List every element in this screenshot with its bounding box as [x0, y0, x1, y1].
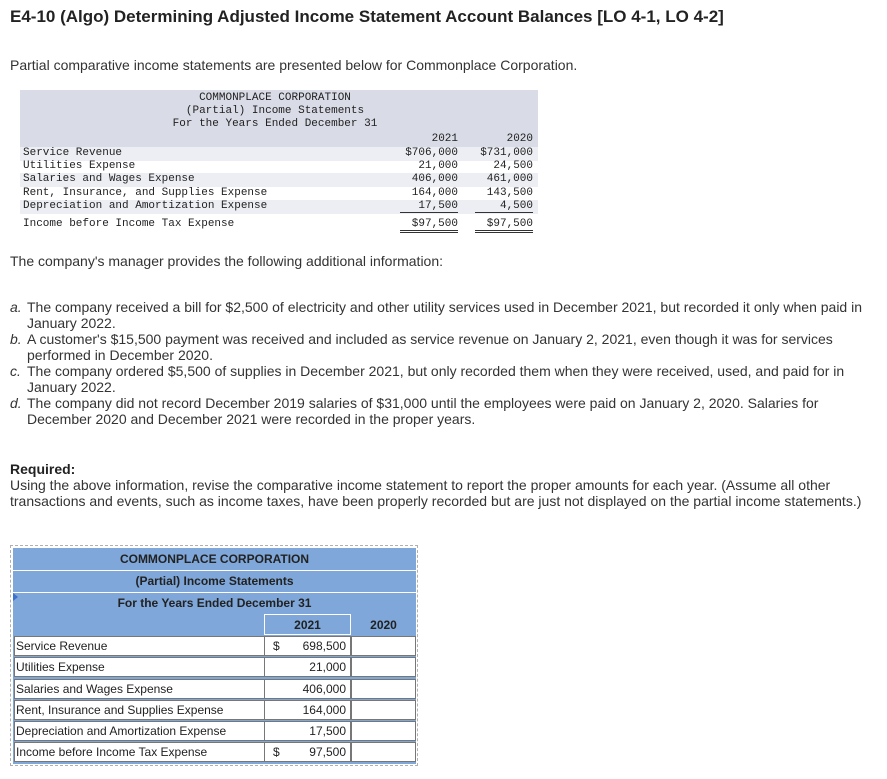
answer-2021-value: 164,000 — [302, 703, 346, 717]
row-label: Salaries and Wages Expense — [16, 682, 173, 696]
given-row-2020: $731,000 — [480, 147, 533, 159]
info-list — [10, 299, 880, 427]
problem-title: E4-10 (Algo) Determining Adjusted Income Statement Account Balances [LO 4-1, LO 4-2] — [10, 7, 724, 26]
answer-2020-input[interactable] — [351, 657, 416, 677]
given-row-label: Depreciation and Amortization Expense — [23, 200, 268, 212]
given-row-label: Salaries and Wages Expense — [23, 173, 195, 185]
given-row-2020: 24,500 — [493, 160, 533, 172]
given-subtitle: (Partial) Income Statements — [185, 105, 365, 117]
answer-2021-value: 97,500 — [309, 745, 346, 759]
manager-intro-text: The company's manager provides the following additional information: — [10, 253, 444, 269]
given-period: For the Years Ended December 31 — [172, 118, 378, 130]
answer-2021-value: 698,500 — [302, 639, 346, 653]
dollar-sign: $ — [273, 745, 280, 759]
item-text: The company received a bill for $2,500 of electricity and other utility services used in December 2021, but recorded it only when paid in January 2022. — [27, 299, 863, 331]
answer-2020-input[interactable] — [351, 679, 416, 699]
answer-year-2021: 2021 — [294, 618, 321, 632]
given-row-label: Income before Income Tax Expense — [23, 218, 235, 230]
row-label: Income before Income Tax Expense — [16, 745, 208, 759]
list-item — [10, 363, 880, 395]
given-row-2020: 4,500 — [475, 200, 533, 213]
required-title: Required: — [10, 461, 76, 477]
given-row-2021: 164,000 — [411, 187, 458, 199]
row-label: Depreciation and Amortization Expense — [16, 724, 227, 738]
dollar-sign: $ — [273, 639, 280, 653]
list-item — [10, 395, 880, 427]
given-row-2020: $97,500 — [475, 218, 533, 233]
item-letter: b. — [10, 331, 22, 347]
row-label: Utilities Expense — [16, 660, 105, 674]
intro-text: Partial comparative income statements are presented below for Commonplace Corporation. — [10, 57, 578, 73]
answer-table — [10, 545, 418, 766]
row-label: Rent, Insurance and Supplies Expense — [16, 703, 224, 717]
answer-subtitle: (Partial) Income Statements — [13, 571, 416, 592]
given-company: COMMONPLACE CORPORATION — [199, 92, 351, 104]
answer-2020-input[interactable] — [351, 742, 416, 762]
answer-2020-input[interactable] — [351, 721, 416, 741]
given-row-2021: 406,000 — [411, 173, 458, 185]
given-year-2021: 2021 — [431, 133, 458, 145]
given-row-2020: 143,500 — [486, 187, 533, 199]
answer-2021-value: 21,000 — [309, 660, 346, 674]
item-letter: c. — [10, 363, 21, 379]
given-row-label: Rent, Insurance, and Supplies Expense — [23, 187, 268, 199]
given-row-2021: $706,000 — [405, 147, 458, 159]
answer-year-2020: 2020 — [370, 618, 397, 632]
row-label: Service Revenue — [16, 639, 108, 653]
answer-company: COMMONPLACE CORPORATION — [13, 548, 416, 570]
given-row-label: Utilities Expense — [23, 160, 136, 172]
required-text: Using the above information, revise the comparative income statement to report the proper amounts for each year. (Assume all other transactions and events, such as income taxes, have been properly recorded but are just not displayed on the partial income statements.) — [10, 477, 862, 509]
given-row-2021: 17,500 — [400, 200, 458, 213]
answer-2020-input[interactable] — [351, 700, 416, 720]
answer-2020-input[interactable] — [351, 636, 416, 656]
given-year-2020: 2020 — [506, 133, 533, 145]
given-row-2021: 21,000 — [418, 160, 458, 172]
item-letter: d. — [10, 395, 22, 411]
answer-2021-value: 406,000 — [302, 682, 346, 696]
answer-2021-value: 17,500 — [309, 724, 346, 738]
list-item — [10, 331, 880, 363]
given-row-2020: 461,000 — [486, 173, 533, 185]
given-row-2021: $97,500 — [400, 218, 458, 233]
answer-period: For the Years Ended December 31 — [13, 593, 416, 614]
item-text: A customer's $15,500 payment was received and included as service revenue on January 2, 2021, even though it was for services performed in December 2020. — [27, 331, 833, 363]
given-row-label: Service Revenue — [23, 147, 123, 159]
item-letter: a. — [10, 299, 22, 315]
list-item — [10, 299, 880, 331]
item-text: The company did not record December 2019 salaries of $31,000 until the employees were paid on January 2, 2020. Salaries for December 2020 and December 2021 were recorded in the proper years. — [27, 395, 819, 427]
given-statement-header — [20, 90, 538, 148]
item-text: The company ordered $5,500 of supplies in December 2021, but only recorded them when they were received, used, and paid for in January 2022. — [27, 363, 845, 395]
